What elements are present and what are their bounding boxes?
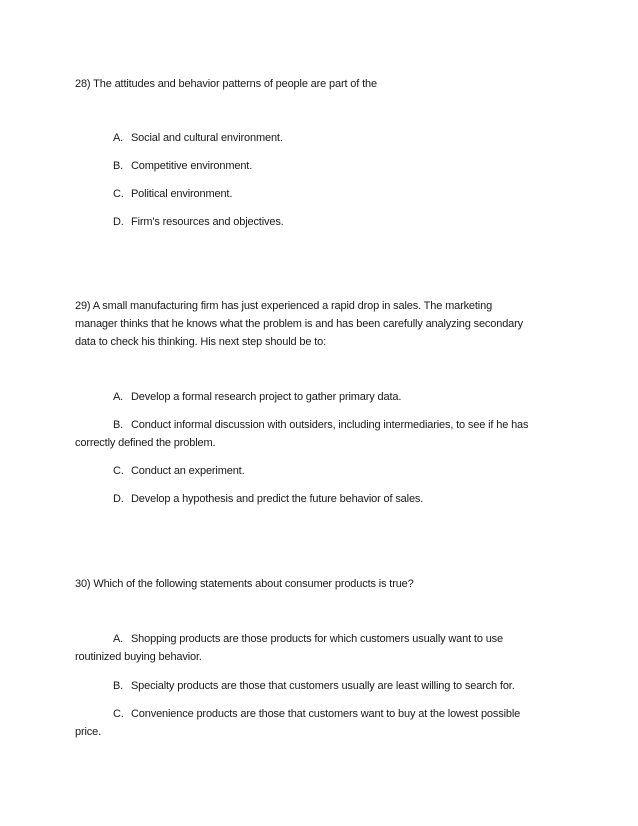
option-letter: B.: [113, 419, 124, 431]
option-text: Competitive environment.: [131, 160, 253, 172]
question-30-stem: 30) Which of the following statements about consumer products is true?: [75, 578, 414, 590]
q29-option-c: [113, 464, 245, 478]
option-text: Conduct an experiment.: [131, 465, 245, 477]
option-letter: A.: [113, 132, 124, 144]
option-text: Political environment.: [131, 188, 233, 200]
q30-option-a: [113, 632, 503, 646]
q28-option-d: [113, 215, 284, 229]
option-letter: C.: [113, 708, 124, 720]
option-text: Convenience products are those that customers want to buy at the lowest possible: [131, 708, 521, 720]
option-letter: B.: [113, 680, 124, 692]
option-letter: A.: [113, 391, 124, 403]
q30-option-c-continuation: price.: [75, 726, 101, 738]
question-29-stem-line-2: manager thinks that he knows what the problem is and has been carefully analyzing secondary: [75, 318, 524, 330]
q28-option-b: [113, 159, 252, 173]
option-letter: C.: [113, 465, 124, 477]
q28-option-a: [113, 131, 283, 145]
option-letter: D.: [113, 493, 124, 505]
option-text: Conduct informal discussion with outsiders, including intermediaries, to see if he has: [131, 419, 529, 431]
option-letter: C.: [113, 188, 124, 200]
option-text: Develop a formal research project to gather primary data.: [131, 391, 402, 403]
option-text: Shopping products are those products for which customers usually want to use: [131, 633, 503, 645]
option-letter: A.: [113, 633, 124, 645]
option-text: Specialty products are those that customers usually are least willing to search for.: [131, 680, 515, 692]
question-29-stem-line-1: 29) A small manufacturing firm has just experienced a rapid drop in sales. The marketing: [75, 300, 493, 312]
q30-option-c: [113, 707, 520, 721]
option-text: Firm's resources and objectives.: [131, 216, 284, 228]
q29-option-d: [113, 492, 423, 506]
q30-option-a-continuation: routinized buying behavior.: [75, 651, 202, 663]
q29-option-b-continuation: correctly defined the problem.: [75, 437, 216, 449]
q29-option-a: [113, 390, 401, 404]
option-text: Social and cultural environment.: [131, 132, 283, 144]
q28-option-c: [113, 187, 232, 201]
option-letter: B.: [113, 160, 124, 172]
option-letter: D.: [113, 216, 124, 228]
question-29-stem-line-3: data to check his thinking. His next step should be to:: [75, 336, 327, 348]
option-text: Develop a hypothesis and predict the future behavior of sales.: [131, 493, 424, 505]
question-28-stem: 28) The attitudes and behavior patterns of people are part of the: [75, 78, 377, 90]
q29-option-b: [113, 418, 528, 432]
q30-option-b: [113, 679, 515, 693]
